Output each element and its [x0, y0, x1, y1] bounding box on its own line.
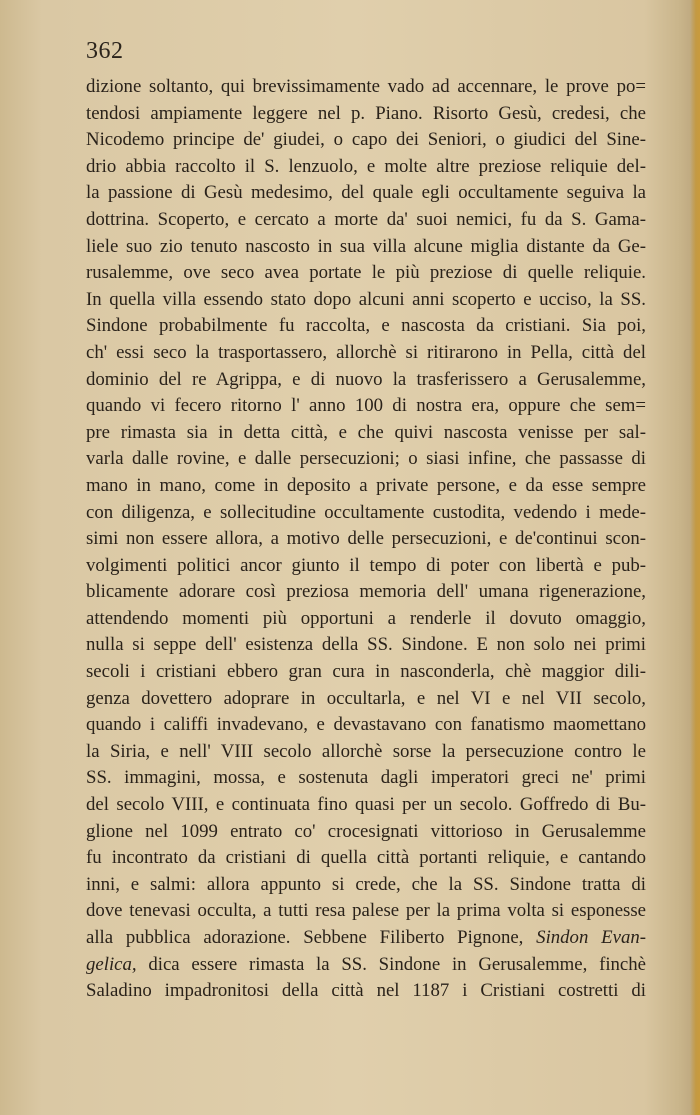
text-line: rusalemme, ove seco avea portate le più preziose di quelle reliquie.: [86, 262, 646, 284]
text-line: gelica, dica essere rimasta la SS. Sindone in Gerusalemme, finchè: [86, 953, 646, 975]
text-line: dottrina. Scoperto, e cercato a morte da' suoi nemici, fu da S. Gama-: [86, 208, 646, 230]
text-line: drio abbia raccolto il S. lenzuolo, e molte altre preziose reliquie del-: [86, 155, 646, 177]
text-line: del secolo VIII, e continuata fino quasi per un secolo. Goffredo di Bu-: [86, 794, 646, 816]
text-line: attendendo momenti più opportuni a renderle il dovuto omaggio,: [86, 607, 646, 629]
text-line: nulla si seppe dell' esistenza della SS. Sindone. E non solo nei primi: [86, 634, 646, 656]
text-line: SS. immagini, mossa, e sostenuta dagli imperatori greci ne' primi: [86, 767, 646, 789]
text-line: quando vi fecero ritorno l' anno 100 di nostra era, oppure che sem=: [86, 395, 646, 417]
text-line: dominio del re Agrippa, e di nuovo la trasferissero a Gerusalemme,: [86, 368, 646, 390]
text-line: pre rimasta sia in detta città, e che quivi nascosta venisse per sal-: [86, 421, 646, 443]
text-line: tendosi ampiamente leggere nel p. Piano. Risorto Gesù, credesi, che: [86, 102, 646, 124]
text-line: varla dalle rovine, e dalle persecuzioni; o siasi infine, che passasse di: [86, 448, 646, 470]
text-line: alla pubblica adorazione. Sebbene Filiberto Pignone, Sindon Evan-: [86, 927, 646, 948]
page-edge: [690, 0, 700, 1115]
text-line: fu incontrato da cristiani di quella città portanti reliquie, e cantando: [86, 847, 646, 869]
text-line: blicamente adorare così preziosa memoria dell' umana rigenerazione,: [86, 581, 646, 603]
text-line: secoli i cristiani ebbero gran cura in nasconderla, chè maggior dili-: [86, 661, 646, 683]
text-line: con diligenza, e sollecitudine occultamente custodita, vedendo i mede-: [86, 501, 646, 523]
text-line: dove tenevasi occulta, a tutti resa palese per la prima volta si esponesse: [86, 900, 646, 922]
body-text: [86, 74, 646, 1005]
text-line: Nicodemo principe de' giudei, o capo dei Seniori, o giudici del Sine-: [86, 129, 646, 151]
text-line: genza dovettero adoprare in occultarla, e nel VI e nel VII secolo,: [86, 687, 646, 709]
page-number: 362: [86, 38, 124, 64]
text-line: glione nel 1099 entrato co' crocesignati vittorioso in Gerusalemme: [86, 820, 646, 842]
text-line: quando i califfi invadevano, e devastavano con fanatismo maomettano: [86, 714, 646, 736]
text-line: mano in mano, come in deposito a private persone, e da esse sempre: [86, 474, 646, 496]
text-line: simi non essere allora, a motivo delle persecuzioni, e de'continui scon-: [86, 528, 646, 550]
text-line: volgimenti politici ancor giunto il tempo di poter con libertà e pub-: [86, 554, 646, 576]
text-line: dizione soltanto, qui brevissimamente vado ad accennare, le prove po=: [86, 76, 646, 97]
text-line: ch' essi seco la trasportassero, allorchè si ritirarono in Pella, città del: [86, 341, 646, 363]
text-line: Saladino impadronitosi della città nel 1187 i Cristiani costretti di: [86, 980, 646, 1002]
text-line: In quella villa essendo stato dopo alcuni anni scoperto e ucciso, la SS.: [86, 288, 646, 310]
text-line: Sindone probabilmente fu raccolta, e nascosta da cristiani. Sia poi,: [86, 315, 646, 337]
text-line: la Siria, e nell' VIII secolo allorchè sorse la persecuzione contro le: [86, 740, 646, 762]
text-line: la passione di Gesù medesimo, del quale egli occultamente seguiva la: [86, 182, 646, 204]
text-line: liele suo zio tenuto nascosto in sua villa alcune miglia distante da Ge-: [86, 235, 646, 257]
text-line: inni, e salmi: allora appunto si crede, che la SS. Sindone tratta di: [86, 873, 646, 895]
